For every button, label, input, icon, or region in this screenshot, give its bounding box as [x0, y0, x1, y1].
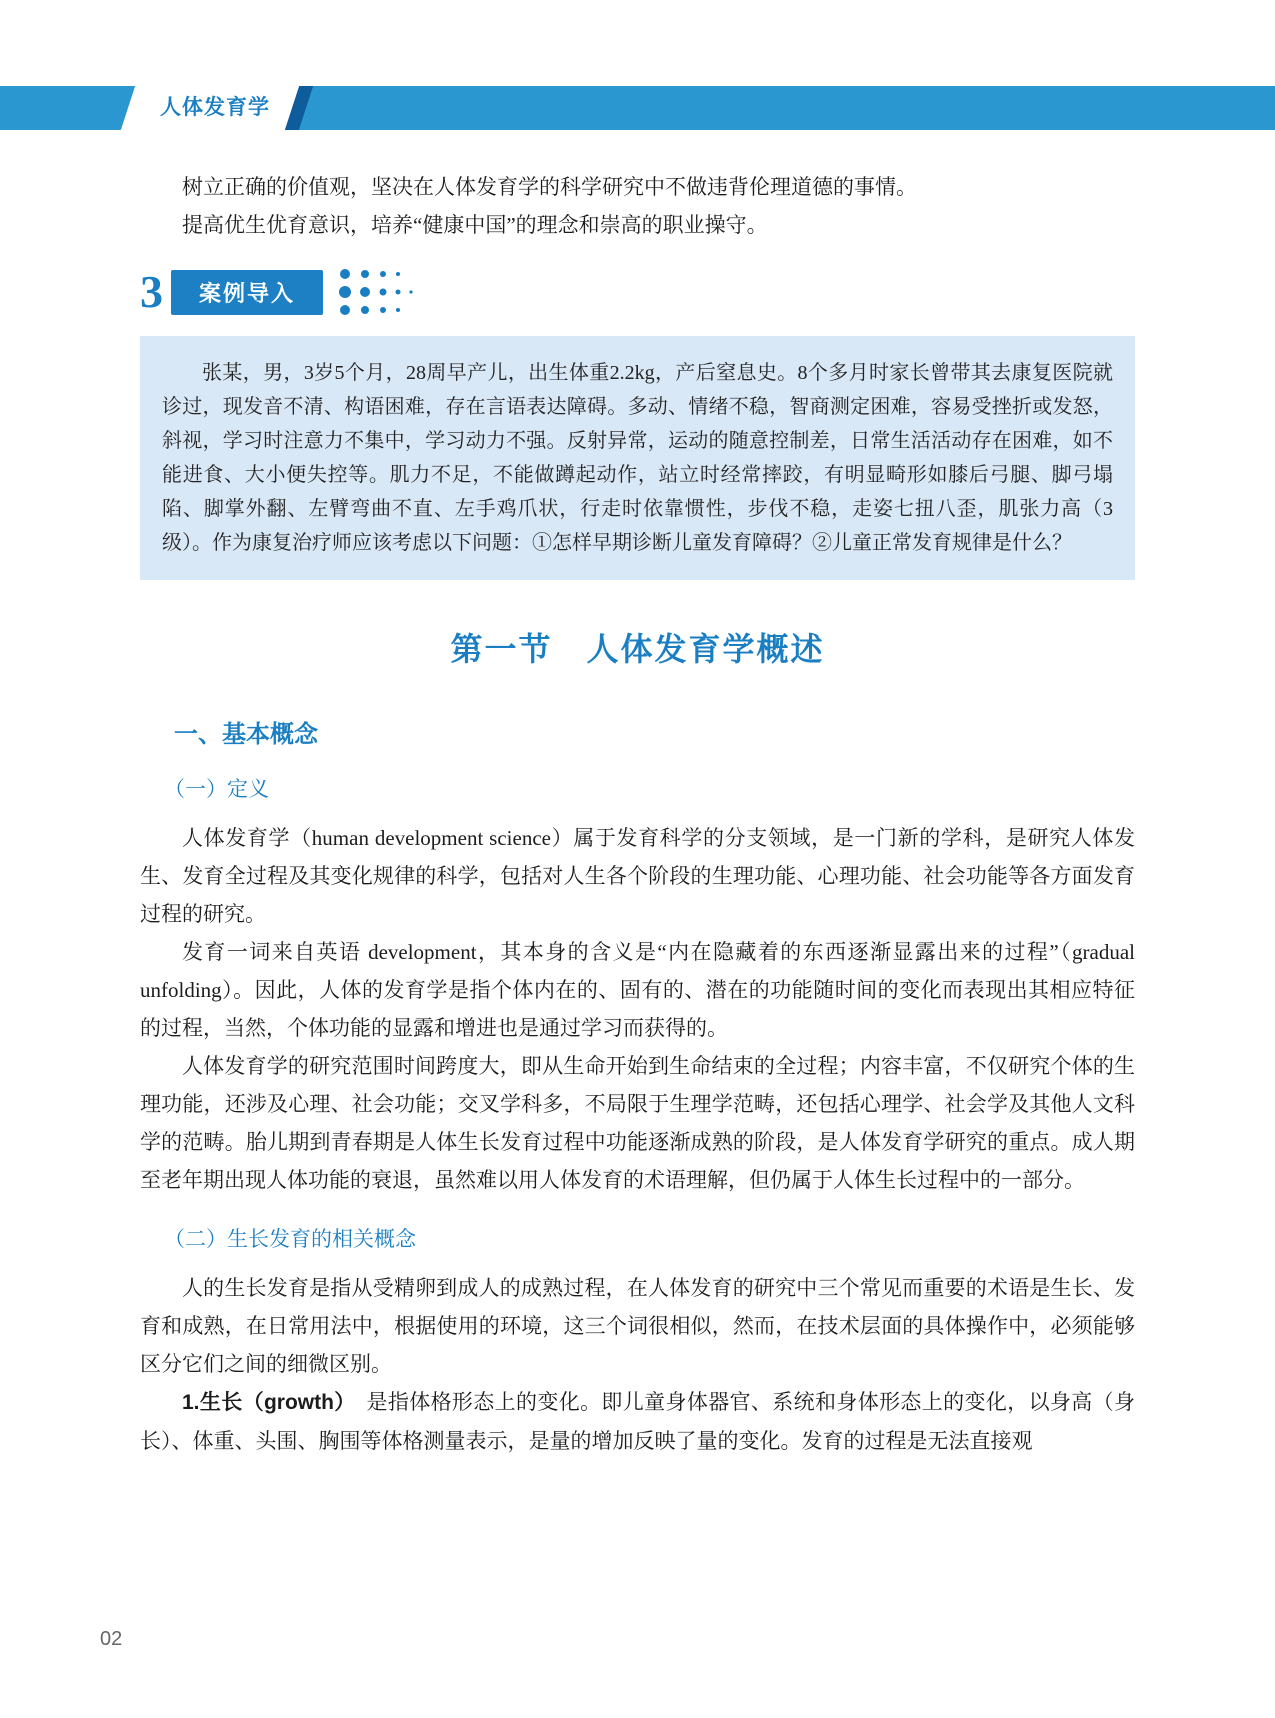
- dots-pattern-icon: [333, 264, 425, 320]
- term-definition-text: 是指体格形态上的变化。即儿童身体器官、系统和身体形态上的变化，以身高（身长）、体重、头围、胸围等体格测量表示，是量的增加反映了量的变化。发育的过程是无法直接观: [140, 1390, 1135, 1453]
- subheading-definition: （一）定义: [164, 778, 269, 801]
- book-title: 人体发育学: [160, 96, 270, 119]
- term-paragraph: [140, 1383, 1135, 1460]
- term-lead-growth: 1.生长（growth）: [182, 1391, 346, 1414]
- case-section-number: 3: [140, 266, 163, 317]
- body-paragraph: 发育一词来自英语 development，其本身的含义是“内在隐藏着的东西逐渐显露出来的过程”（gradual unfolding）。因此，人体的发育学是指个体内在的、固有的、潜在的功能随时间的变化而表现出其相应特征的过程，当然，个体功能的显露和增进也是通过学习而获得的。: [140, 940, 1135, 1040]
- intro-line: 提高优生优育意识，培养“健康中国”的理念和崇高的职业操守。: [182, 213, 768, 237]
- body-paragraph: 人体发育学的研究范围时间跨度大，即从生命开始到生命结束的全过程；内容丰富，不仅研究个体的生理功能，还涉及心理、社会功能；交叉学科多，不局限于生理学范畴，还包括心理学、社会学及其他人文科学的范畴。胎儿期到青春期是人体生长发育过程中功能逐渐成熟的阶段，是人体发育学研究的重点。成人期至老年期出现人体功能的衰退，虽然难以用人体发育的术语理解，但仍属于人体生长过程中的一部分。: [140, 1054, 1135, 1192]
- page-number: 02: [100, 1628, 123, 1650]
- banner-tab: [128, 86, 348, 130]
- section-title: 第一节 人体发育学概述: [450, 631, 825, 667]
- case-section-badge: 案例导入: [171, 270, 323, 315]
- case-section-header: [140, 264, 1135, 320]
- top-banner-band: [0, 86, 1275, 130]
- intro-line: 树立正确的价值观，坚决在人体发育学的科学研究中不做违背伦理道德的事情。: [182, 175, 917, 199]
- subheading-growth-concepts: （二）生长发育的相关概念: [164, 1228, 416, 1251]
- case-study-text: 张某，男，3岁5个月，28周早产儿，出生体重2.2kg，产后窒息史。8个多月时家长曾带其去康复医院就诊过，现发音不清、构语困难，存在言语表达障碍。多动、情绪不稳，智商测定困难，容易受挫折或发怒，斜视，学习时注意力不集中，学习动力不强。反射异常，运动的随意控制差，日常生活活动存在困难，如不能进食、大小便失控等。肌力不足，不能做蹲起动作，站立时经常摔跤，有明显畸形如膝后弓腿、脚弓塌陷、脚掌外翻、左臂弯曲不直、左手鸡爪状，行走时依靠惯性，步伐不稳，走姿七扭八歪，肌张力高（3级）。作为康复治疗师应该考虑以下问题：①怎样早期诊断儿童发育障碍？②儿童正常发育规律是什么？: [162, 362, 1113, 554]
- heading-basic-concepts: 一、基本概念: [174, 721, 318, 748]
- case-study-box: [140, 336, 1135, 580]
- body-paragraph: 人体发育学（human development science）属于发育科学的分支领域，是一门新的学科，是研究人体发生、发育全过程及其变化规律的科学，包括对人生各个阶段的生理功能、心理功能、社会功能等各方面发育过程的研究。: [140, 826, 1135, 926]
- body-paragraph: 人的生长发育是指从受精卵到成人的成熟过程，在人体发育的研究中三个常见而重要的术语是生长、发育和成熟，在日常用法中，根据使用的环境，这三个词很相似，然而，在技术层面的具体操作中，必须能够区分它们之间的细微区别。: [140, 1276, 1135, 1376]
